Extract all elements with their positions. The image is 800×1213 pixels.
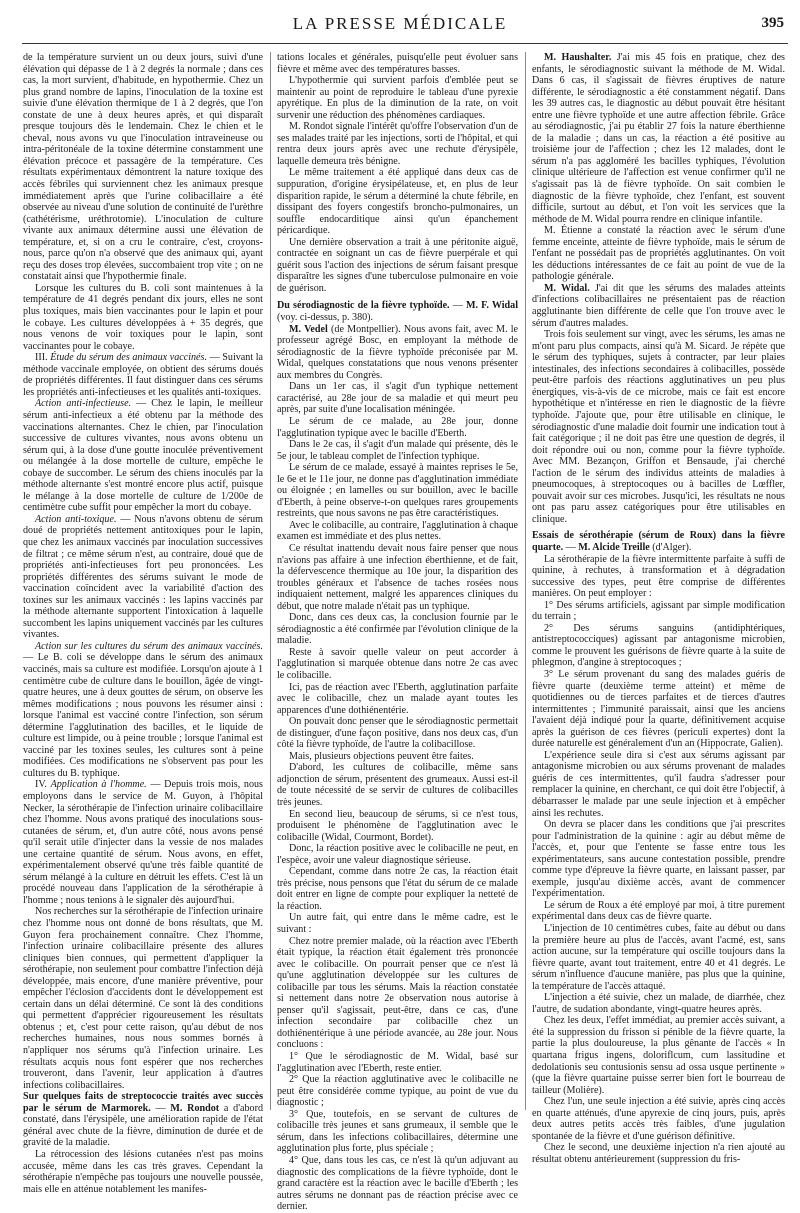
paragraph: D'abord, les cultures de colibacille, même sans adjonction de sérum, présentent des grumeaux. Aussi est-il de toute nécessité de se servir de cultures de colibacilles très jeunes.: [277, 762, 518, 808]
paragraph: de la température survient un ou deux jours, suivi d'une élévation qui dépasse de 1 à 2 degrés la normale ; dans ces cas, la mort survient, d'habitude, en hypothermie. Chez un plus grand nombre de lapins, l'inoculation de la toxine est suivie d'une élévation thermique de 1 à 2 degrés, que l'on constate de une à deux heures après, et qui disparaît presque toujours dès le lendemain. Chez le chien et le cheval, nous avons vu que l'inoculation intraveineuse ou intra-péritonéale de la toxine détermine constamment une élévation précoce et passagère de la température. Ces résultats expérimentaux démontrent la nature toxique des accès fébriles qui surviennent chez les animaux presque immédiatement après que l'urine colibacillaire a été observée au niveau d'une solution de continuité de l'urèthre (cathétérisme, uréthrotomie). L'inoculation de culture vivante aux animaux détermine aussi une élévation de température, et, si on a cru le contraire, c'est, croyons-nous, parce qu'on n'a observé que des animaux qui, ayant reçu des doses trop élevées, succombaient trop vite ; on ne constatait ainsi que l'hypothermie finale.: [23, 52, 263, 283]
paragraph: Chez les deux, l'effet immédiat, au premier accès suivant, a été la suppression du frisson si pénible de la fièvre quarte, la partie la plus douloureuse, la plus gênante de l'accès « In quartana frigus ingens, doloriflcum, cum lassitudine et dedolationis seu contusionis sensu ad ossa usque pertinente » (que la fièvre quartaine puisse serrer bien fort le bourreau de tailleur (Molière).: [532, 1015, 785, 1096]
paragraph: Donc, la réaction positive avec le colibacille ne peut, en l'espèce, avoir une valeur diagnostique sérieuse.: [277, 843, 518, 866]
page-header: [0, 14, 800, 42]
column-divider: [270, 52, 271, 1110]
paragraph: Chez le second, une deuxième injection n'a rien ajouté au résultat obtenu antérieurement (suppression du fris-: [532, 1142, 785, 1165]
paragraph: Le sérum de ce malade, essayé à maintes reprises le 5e, le 6e et le 11e jour, ne donne pas d'agglutination immédiate ou éloignée ; en lamelles ou sur bouillon, avec le bacille d'Eberth, à peine observe-t-on quelques rares groupements restreints, que nous savons ne pas être caractéristiques.: [277, 462, 518, 520]
paragraph: M. Étienne a constaté la réaction avec le sérum d'une femme enceinte, atteinte de fièvre typhoïde, mais le sérum de l'enfant ne possédait pas de propriétés agglutinantes. On voit les déductions intéressantes de ce fait au point de vue de la pathologie générale.: [532, 225, 785, 283]
article-heading-paragraph: Essais de sérothérapie (sérum de Roux) dans la fièvre quarte. — M. Alcide Treille (d'Alger).: [532, 530, 785, 553]
section-number: IV.: [35, 779, 47, 791]
text-column-left: [23, 52, 264, 1195]
paragraph: [23, 398, 263, 513]
article-heading: Sur quelques faits de streptococcie traités avec succès par le sérum de Marmorek.: [23, 1091, 263, 1114]
paragraph: Chez notre premier malade, où la réaction avec l'Eberth était typique, la réaction était également très prononcée avec le colibacille. On pourrait penser que ce n'est là qu'une agglutination développée sur les cultures de colibacille par tous les sérums. Mais la réaction constatée si nettement dans notre 2e observation nous autorise à penser qu'il s'agissait, peut-être, dans ce cas, d'une infection secondaire par colibacille chez un dothiénentérique à une période avancée, au 28e jour. Nous concluons :: [277, 935, 518, 1051]
paragraph: 2° Des sérums sanguins (antidiphtériques, antistreptococciques) agissant par antagonisme microbien, comme le prouvent les guérisons de fièvre quarte à la suite de phlegmon, d'angine à streptocoques ;: [532, 622, 785, 669]
paragraph: Trois fois seulement sur vingt, avec les sérums, les amas ne m'ont paru plus compacts, ainsi qu'à M. Sicard. Je répète que le sérum des typhiques, sujets à contracter, par leur plaies intestinales, des infections secondaires à colibacilles, possède peut-être parfois des réactions agglutinatives un peu plus énergiques, vis-à-vis de ce microbe, mais ce fait est encore hypothétique et n'intéresse en rien le diagnostic de la fièvre typhoïde. J'ajoute que, pour être utilisable en clinique, le sérodiagnostic d'une maladie doit fournir une indication tout à fait catégorique ; il ne doit pas être une question de degrés, il doit répondre oui ou non, comme pour la fièvre typhoïde. Avec MM. Bezançon, Griffon et Bensaude, j'ai cherché l'action de le sérum des individus atteints de maladies à pneumocoques, à streptocoques ou à bacilles de Lœffler, pouvait avoir sur ces microbes. Jusqu'ici, les résultats ne nous ont pas paru assez catégoriques pour être utilisables en clinique.: [532, 329, 785, 525]
paragraph-text: — Le B. coli se développe dans le sérum des animaux vaccinés, mais sa culture est modifiée. Lorsqu'on ajoute à 1 centimètre cube de culture dans le bouillon, âgée de vingt-quatre heures, une à deux gouttes de sérum, on observe les mêmes modifications ; nous pouvons les résumer ainsi : lorsque l'animal est vacciné contre l'infection, son sérum détermine l'agglutination des bacilles, et le liquide de culture est limpide, ou à peine trouble ; lorsque l'animal est vacciné par les toxines seules, les cultures sont à peine modifiées. Ces modifications ne s'observent pas pour les cultures du B. typhique.: [23, 652, 263, 779]
paragraph-text: — Chez le lapin, le meilleur sérum anti-infectieux a été obtenu par la méthode des vaccinations alternantes. Chez le chien, par l'inoculation successive de cultures vivantes, nous avons obtenu un sérum qui, à la dose d'une goutte inoculée préventivement ou mélangée à la dose mortelle de culture, empêche le cobaye de succomber. Le sérum des chiens inoculés par la méthode alternante s'est montré encore plus actif, puisque le mélange à la dose mortelle de culture de 1/200e de centimètre cube suffit pour empêcher la mort du cobaye.: [23, 398, 263, 514]
column-divider: [525, 52, 526, 1110]
section-text: — Depuis trois mois, nous employons dans le service de M. Guyon, à l'hôpital Necker, la sérothérapie de l'infection urinaire colibacillaire chez l'homme. Nous avons pratiqué des inoculations sous-cutanées de sérum, et, d'un autre côté, nous avons pensé qu'il serait utile d'injecter dans la vessie de nos malades une certaine quantité de sérum. Nous avons, en effet, expérimentalement observé qu'une très faible quantité de sérum mélangé à la culture en détruit les effets. C'est là un procédé nouveau dans l'application de la sérothérapie à l'homme ; nous tenions à le signaler dès aujourd'hui.: [23, 779, 263, 906]
paragraph-text: — Nous n'avons obtenu de sérum doué de propriétés nettement antitoxiques pour le lapin, que chez les animaux vaccinés par inoculation successives de filtrat ; ce même sérum n'est, au contraire, doué que de propriétés anti-infectieuses fort peu prononcées. Les propriétés différentes des sérums suivant le mode de vaccination coïncident avec la variabilité d'action des toxines sur les animaux vaccinés : les lapins vaccinés par la méthode alternante supportent l'intoxication à laquelle succombent les lapins uniquement vaccinés par les cultures vivantes.: [23, 513, 263, 641]
paragraph: [532, 52, 785, 225]
article-heading-paragraph: Du sérodiagnostic de la fièvre typhoïde. — M. F. Widal (voy. ci-dessus, p. 380).: [277, 300, 519, 324]
paragraph: La sérothérapie de la fièvre intermittente parfaite à suffi de quinine, à rechutes, à transformation et à dégradation successive des types, peut être comprise de différentes manières. On peut employer :: [532, 553, 785, 600]
section-paragraph: [23, 779, 263, 906]
paragraph-text: J'ai mis 45 fois en pratique, chez des enfants, le sérodiagnostic suivant la méthode de M. Widal. Dans 6 cas, il s'agissait de fièvres éruptives de nature différente, le sérodiagnostic a été constamment négatif. Dans les 39 autres cas, le diagnostic au début pouvait être hésitant entre une fièvre typhoïde et une autre affection fébrile. Grâce au sérodiagnostic, j'ai pu établir 27 fois la nature éberthienne de la maladie ; dans un cas, la réaction a été positive au troisième jour de l'affection ; chez les 12 malades, dont le sérum n'a pas aggloméré les bacilles typhiques, l'évolution clinique ultérieure de l'affection est venue confirmer qu'il ne s'agissait pas là de fièvre typhoïde. On sait combien le diagnostic de la fièvre typhoïde, chez l'enfant, est souvent difficile, surtout au début, et l'on voit les services que la méthode de M. Widal pourra rendre en clinique infantile.: [532, 52, 785, 225]
paragraph-text: (de Montpellier). Nous avons fait, avec M. le professeur agrégé Bosc, en employant la méthode de sérodiagnostic de la fièvre typhoïde préconisée par M. Widal, quelques constatations que nous venons présenter aux membres du Congrès.: [277, 323, 519, 381]
article-heading: Essais de sérothérapie (sérum de Roux) dans la fièvre quarte.: [532, 530, 785, 553]
paragraph: [532, 283, 785, 329]
journal-title: LA PRESSE MÉDICALE: [292, 14, 508, 33]
paragraph: Mais, plusieurs objections peuvent être faites.: [289, 750, 474, 762]
paragraph: Donc, dans ces deux cas, la conclusion fournie par le sérodiagnostic a été confirmée par l'évolution clinique de la maladie.: [277, 612, 518, 647]
author-name: M. Rondot: [170, 1102, 220, 1114]
section-number: III.: [35, 352, 48, 364]
paragraph: L'injection a été suivie, chez un malade, de diarrhée, chez l'autre, de sudation abondante, vingt-quatre heures après.: [532, 992, 785, 1015]
paragraph: Chez l'un, une seule injection a été suivie, après cinq accès en quarte atténués, d'une apyrexie de cinq jours, puis, après deux autres petits accès très faibles, d'une jugulation spontanée de la fièvre et d'une guérison définitive.: [532, 1096, 785, 1142]
paragraph: 1° Des sérums artificiels, agissant par simple modification du terrain ;: [532, 599, 785, 623]
paragraph: Une dernière observation a trait à une péritonite aiguë, contractée en soignant un cas de fièvre puerpérale et qui guérit sous l'action des injections de sérum faisant presque disparaître les signes d'une tuberculose pulmonaire en voie de guérison.: [277, 236, 518, 294]
paragraph-text: J'ai dit que les sérums des malades atteints d'infections colibacillaires ne présentaient pas de réaction agglutinante bien différente de celle que l'on trouve avec le sérum d'autres malades.: [532, 282, 785, 329]
author-name: M. F. Widal: [465, 300, 519, 312]
paragraph: La rétrocession des lésions cutanées n'est pas moins accusée, même dans les cas très graves. Cependant la sérothérapie n'empêche pas toujours une nouvelle poussée, mais elle en atténue notablement les manifes-: [23, 1148, 263, 1195]
paragraph: Le sérum de Roux a été employé par moi, à titre purement expérimental dans deux cas de fièvre quarte.: [532, 899, 785, 923]
paragraph: [23, 641, 263, 780]
paragraph: [23, 514, 263, 641]
subsection-title: Action anti-toxique.: [35, 513, 117, 525]
subsection-title: Action sur les cultures du sérum des animaux vaccinés.: [35, 640, 263, 652]
paragraph-text: a d'abord constaté, dans l'érysipèle, une amélioration rapide de l'état général avec chute de la fièvre, diminution de durée et de gravité de la maladie.: [23, 1102, 264, 1149]
paragraph: [277, 324, 518, 382]
text-column-middle: [277, 52, 519, 1213]
paragraph: L'expérience seule dira si c'est aux sérums agissant par antagonisme microbien ou aux sérums provenant de malades guéris de ces intermittentes, qu'il faudra s'adresser pour remplacer la quinine, en cherchant, ce qui doit être l'objectif, à débarrasser le malade par une seule injection et à empêcher ainsi les rechutes.: [532, 749, 785, 819]
paragraph: En second lieu, beaucoup de sérums, si ce n'est tous, produisent le phénomène de l'agglutination avec le colibacille (Widal, Courmont, Bordet).: [277, 808, 518, 843]
section-text: — Suivant la méthode vaccinale employée, on obtient des sérums doués de propriétés différentes. Il faut distinguer dans ces sérums les propriétés anti-infectieuses et les qualités anti-toxiques.: [23, 352, 264, 398]
paragraph: Un autre fait, qui entre dans le même cadre, est le suivant :: [277, 912, 518, 936]
paragraph: 4° Que, dans tous les cas, ce n'est là qu'un adjuvant au diagnostic des complications de la fièvre typhoïde, dont le grand caractère est la réaction avec le bacille d'Eberth ; les autres sérums ne donnant pas de réaction précise avec ce dernier.: [277, 1154, 518, 1213]
article-heading: Du sérodiagnostic de la fièvre typhoïde.: [277, 300, 450, 312]
page-number: 395: [761, 15, 784, 31]
paragraph: L'injection de 10 centimètres cubes, faite au début ou dans la première heure au plus de l'accès, avant l'acmé, est, sans action aucune, sur la température qui oscille toujours dans la fièvre quarte, avant tout traitement, entre 40 et 41 degrés. Le sérum n'influence d'aucune manière, pas plus que la quinine, la température de l'accès attaqué.: [532, 923, 785, 992]
paragraph: M. Rondot signale l'intérêt qu'offre l'observation d'un de ses malades traité par les injections, sorti de l'hôpital, et qui rentra deux jours après avec une rechute d'érysipèle, laquelle demeura très bénigne.: [277, 121, 518, 167]
paragraph: 3° Le sérum provenant du sang des malades guéris de fièvre quarte (deuxième terme atteint) et même de quotidiennes ou de tierces parfaites et de tierces d'autres intermittentes ; l'immunité paraissait, ainsi que les anciens l'avaient déjà indiqué pour la quarte, définitivement acquise après la guérison de ces fièvres (periculi expertes) dont la durée naturelle est généralement d'un an (Hippocrate, Galien).: [532, 668, 785, 750]
paragraph: Cependant, comme dans notre 2e cas, la réaction était très précise, nous pensons que l'état du sérum de ce malade doit entrer en ligne de compte pour expliquer la netteté de la réaction.: [277, 866, 518, 912]
header-rule: [22, 43, 788, 44]
paragraph: Reste à savoir quelle valeur on peut accorder à l'agglutination si marquée obtenue dans notre 2e cas avec le colibacille.: [277, 646, 518, 681]
paragraph: Le même traitement a été appliqué dans deux cas de suppuration, d'origine érysipélateuse, et, en plus de leur disparition rapide, le sérum a déterminé la chute fébrile, en dissipant des foyers congestifs broncho-pulmonaires, un souffle endocarditique ainsi qu'un épanchement péricardique.: [277, 167, 518, 237]
author-name: M. Haushalter.: [544, 52, 612, 63]
author-name: M. Widal.: [544, 282, 590, 294]
paragraph: 3° Que, toutefois, en se servant de cultures de colibacille très jeunes et sans grumeaux, il semble que le sérum, dans les infections colibacillaires, détermine une agglutination plus forte, plus spéciale ;: [277, 1108, 518, 1155]
paragraph: L'hypothermie qui survient parfois d'emblée peut se maintenir au point de reproduire le tableau d'une pyrexie apyrétique. En plus de la diminution de la rate, on voit survenir une réduction des phénomènes cardiaques.: [277, 75, 518, 121]
section-title: Étude du sérum des animaux vaccinés.: [50, 352, 207, 364]
paragraph: On devra se placer dans les conditions que j'ai prescrites pour l'administration de la quinine : agir au début même de l'accès, et, pour que l'entente se fasse entre tous les expérimentateurs, sans aucune contestation possible, prendre comme type d'épreuve la fièvre quarte, en laissant passer, par exemple, jusqu'au dixième accès, avant de commencer l'expérimentation.: [532, 819, 785, 900]
paragraph: 1° Que le sérodiagnostic de M. Widal, basé sur l'agglutination avec l'Eberth, reste entier.: [277, 1051, 518, 1074]
location-text: (d'Alger).: [649, 541, 692, 553]
paragraph: Dans le 2e cas, il s'agit d'un malade qui présente, dès le 5e jour, le tableau complet de l'infection typhique.: [277, 439, 518, 462]
author-name: M. Alcide Treille: [578, 541, 650, 553]
reference-text: (voy. ci-dessus, p. 380).: [277, 312, 374, 324]
section-title: Application à l'homme.: [50, 779, 147, 791]
subsection-title: Action anti-infectieuse.: [35, 398, 132, 410]
text-column-right: [532, 52, 785, 1165]
paragraph: Le sérum de ce malade, au 28e jour, donne l'agglutination typique avec le bacille d'Eberth.: [277, 415, 518, 439]
section-paragraph: [23, 352, 263, 398]
paragraph: tations locales et générales, puisqu'elle peut évoluer sans fièvre et même avec des températures basses.: [277, 52, 518, 75]
article-heading-paragraph: Sur quelques faits de streptococcie traités avec succès par le sérum de Marmorek. — M. Rondot a d'abord constaté, dans l'érysipèle, une amélioration rapide de l'état général avec chute de la fièvre, diminution de durée et de gravité de la maladie.: [23, 1091, 264, 1149]
paragraph: Nos recherches sur la sérothérapie de l'infection urinaire chez l'homme nous ont donné de bons résultats, que M. Guyon fera prochainement connaître. Chez l'homme, l'infection urinaire colibacillaire présente des allures cliniques bien connues, qui permettent d'appliquer la sérothérapie, non seulement pour combattre l'infection déjà développée, mais encore, d'une manière préventive, pour empêcher l'éclosion d'accidents dont le développement est certain dans un délai déterminé. Ce sont là des conditions qui permettent d'apprécier rigoureusement les résultats obtenus ; et, c'est pour cette raison, qu'au début de nos recherches humaines, nous nous sommes bornés à n'appliquer nos sérums qu'à l'infection urinaire. Les résultats acquis nous font espérer que nos recherches trouveront, dans l'avenir, leur application à d'autres infections colibacillaires.: [23, 906, 263, 1091]
paragraph: Ce résultat inattendu devait nous faire penser que nous n'avions pas affaire à une infection éberthienne, et de fait, la défervescence thermique au 10e jour, la disparition des troubles généraux et l'absence de taches rosées nous indiquaient nettement, malgré les apparences cliniques du début, que notre malade n'était pas un typhique.: [277, 542, 518, 612]
paragraph: 2° Que la réaction agglutinative avec le colibacille ne peut être considérée comme typique, au point de vue du diagnostic ;: [277, 1074, 518, 1109]
paragraph: Lorsque les cultures du B. coli sont maintenues à la température de 41 degrés pendant dix jours, elles ne sont plus toxiques, mais bien vaccinantes pour le lapin et pour le cobaye. Les cultures développées à + 35 degrés, que nous venons de voir toxiques pour le lapin, sont vaccinantes pour le cobaye.: [23, 282, 263, 352]
paragraph: Avec le colibacille, au contraire, l'agglutination à chaque examen est immédiate et des plus nettes.: [277, 519, 518, 543]
paragraph: Ici, pas de réaction avec l'Eberth, agglutination parfaite avec le colibacille, chez un malade ayant toutes les apparences d'une dothiénentérie.: [277, 681, 518, 716]
paragraph: Dans un 1er cas, il s'agit d'un typhique nettement caractérisé, au 28e jour de sa maladie et qui meurt peu après, par suite d'une localisation méningée.: [277, 381, 518, 416]
author-name: M. Vedel: [289, 323, 328, 335]
paragraph: On pouvait donc penser que le sérodiagnostic permettait de distinguer, d'une façon positive, dans nos deux cas, d'un côté la fièvre typhoïde, de l'autre la colibacillose.: [277, 716, 518, 751]
